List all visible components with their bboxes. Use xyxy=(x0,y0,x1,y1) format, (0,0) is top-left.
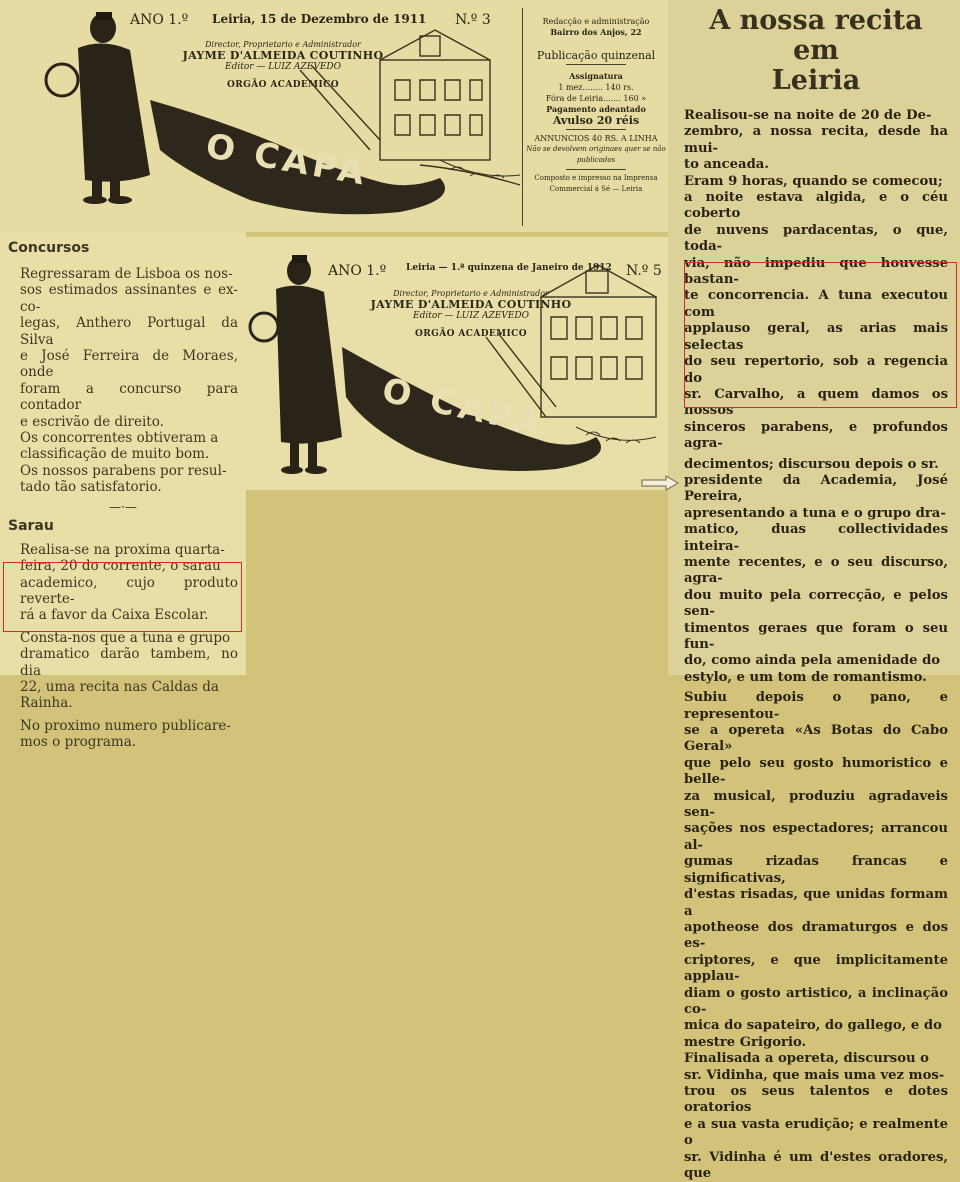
highlighted-line: matico, duas collectividades inteira- xyxy=(684,522,948,554)
article-title-line-1: A nossa recita em xyxy=(709,5,923,66)
issue-date: Leiria, 15 de Dezembro de 1911 xyxy=(212,12,427,26)
sarau-heading: Sarau xyxy=(8,517,54,534)
single-issue-price: Avulso 20 réis xyxy=(552,114,640,127)
director-title: Director, Proprietario e Administrador xyxy=(205,40,361,49)
arrow-right-icon xyxy=(640,475,680,491)
payment-note: Pagamento adeantado xyxy=(546,104,646,114)
masthead-issue-5 xyxy=(246,237,668,490)
text-line: applauso geral, as arias mais selectas xyxy=(684,321,948,353)
building-drawing-2 xyxy=(486,265,656,417)
text-line: Realisa-se na proxima quarta- xyxy=(20,541,225,558)
text-line: que pelo seu gosto humoristico e belle- xyxy=(684,755,948,788)
text-line: do seu repertorio, sob a regencia do xyxy=(684,354,948,386)
text-line: gumas rizadas francas e significativas, xyxy=(684,854,948,886)
redaccao: Redacção e administração xyxy=(542,17,650,26)
text-line: criptores, e que implicitamente applau- xyxy=(684,952,948,985)
highlighted-line: mente recentes, e o seu discurso, agra- xyxy=(684,554,948,587)
text-line: feira, 20 do corrente, o sarau xyxy=(20,558,221,575)
text-line: mestre Grigorio. xyxy=(684,1034,807,1050)
highlight-box-left xyxy=(3,562,242,632)
highlighted-passage-left xyxy=(8,630,238,712)
text-line: e a sua vasta erudição; e realmente o xyxy=(684,1116,948,1149)
text-line: sinceros parabens, e profundos agra- xyxy=(684,419,948,452)
director-name-2: JAYME D'ALMEIDA COUTINHO xyxy=(370,298,572,311)
text-line: to anceada. xyxy=(684,157,769,173)
text-line: mos o programa. xyxy=(20,734,137,751)
highlighted-line: timentos geraes que foram o seu fun- xyxy=(684,620,948,652)
director-name: JAYME D'ALMEIDA COUTINHO xyxy=(182,49,384,62)
text-line: e escrivão de direito. xyxy=(20,413,164,430)
highlight-box-right xyxy=(684,262,957,408)
text-line: Eram 9 horas, quando se comecou; xyxy=(684,173,943,189)
text-line: te concorrencia. A tuna executou com xyxy=(684,288,948,320)
publication-frequency: Publicação quinzenal xyxy=(536,49,656,62)
text-line: a noite estava algida, e o céu coberto xyxy=(684,190,948,222)
text-line: tado tão satisfatorio. xyxy=(20,479,162,496)
text-line: zembro, a nossa recita, desde ha mui- xyxy=(684,124,948,156)
price-line-1: 1 mez........ 140 rs. xyxy=(558,83,634,92)
concursos-heading: Concursos xyxy=(8,240,90,256)
text-line: Os concorrentes obtiveram a xyxy=(20,430,219,447)
editor-name: Editor — LUIZ AZEVEDO xyxy=(225,62,341,72)
highlighted-passage xyxy=(684,457,948,687)
masthead-illustration-2 xyxy=(246,237,668,490)
no-return-note: Não se devolvem originaes quer se não publicados xyxy=(526,145,666,164)
masthead-credits xyxy=(178,40,388,90)
text-line: No proximo numero publicare- xyxy=(20,717,231,734)
student-figure-2 xyxy=(250,255,342,474)
text-line: se a opereta «As Botas do Cabo Geral» xyxy=(684,723,948,755)
issue-year: ANO 1.º xyxy=(130,12,189,28)
orgao-label-2: ORGÃO ACADEMICO xyxy=(415,329,527,339)
highlighted-line: estylo, e um tom de romantismo. xyxy=(684,669,927,685)
text-line: e José Ferreira de Moraes, onde xyxy=(20,348,238,381)
text-line: apotheose dos dramaturgos e dos es- xyxy=(684,919,948,952)
text-line: diam o gosto artistico, a inclinação co- xyxy=(684,985,948,1017)
issue-number: N.º 3 xyxy=(455,12,491,28)
student-figure xyxy=(46,12,150,204)
closing-note xyxy=(8,718,238,751)
text-line: Finalisada a opereta, discursou o xyxy=(684,1051,929,1067)
text-line: de nuvens pardacentas, o que, toda- xyxy=(684,222,948,255)
text-line: via, não impediu que houvesse bastan- xyxy=(684,255,948,288)
text-line: sr. Vidinha, que mais uma vez mos- xyxy=(684,1067,945,1083)
ads-price: ANNUNCIOS 40 RS. A LINHA xyxy=(534,134,658,143)
highlighted-line: dou muito pela correcção, e pelos sen- xyxy=(684,587,948,620)
issue-year-2: ANO 1.º xyxy=(328,263,387,279)
section-divider: —·— xyxy=(109,499,137,514)
masthead-issue-3 xyxy=(0,0,668,232)
text-line: sr. Carvalho, a quem damos os nossos xyxy=(684,386,948,419)
text-line: za musical, produziu agradaveis sen- xyxy=(684,788,948,821)
highlighted-line: apresentando a tuna e o grupo dra- xyxy=(684,505,946,521)
text-line: sr. Vidinha é um d'estes oradores, que xyxy=(684,1149,948,1181)
text-line: Subiu depois o pano, e representou- xyxy=(684,690,948,722)
text-line: foram a concurso para contador xyxy=(20,380,238,414)
banner-title: O CAPA xyxy=(202,126,372,194)
text-line: legas, Anthero Portugal da Silva xyxy=(20,315,238,348)
text-line: mica do sapateiro, do gallego, e do xyxy=(684,1018,942,1034)
highlighted-line: dramatico darão tambem, no dia xyxy=(20,646,238,679)
text-line: sações nos espectadores; arrancou al- xyxy=(684,821,948,853)
text-line: academico, cujo produto reverte- xyxy=(20,574,238,607)
masthead-side-info xyxy=(526,16,666,195)
highlighted-line: decimentos; discursou depois o sr. xyxy=(684,456,939,472)
text-line: rá a favor da Caixa Escolar. xyxy=(20,607,209,624)
article-recita-leiria xyxy=(668,0,960,1181)
printer-note: Composto e impresso na Imprensa Commercial á Sé — Leiria xyxy=(534,174,658,193)
highlighted-line: Consta-nos que a tuna e grupo xyxy=(20,629,231,646)
text-line: sos estimados assinantes e ex-co- xyxy=(20,282,238,315)
issue-number-2: N.º 5 xyxy=(626,263,662,279)
highlighted-line: 22, uma recita nas Caldas da xyxy=(20,678,219,695)
text-line: Os nossos parabens por resul- xyxy=(20,462,227,479)
masthead-divider xyxy=(522,8,523,226)
masthead-credits-2 xyxy=(366,289,576,339)
orgao-label: ORGÃO ACADEMICO xyxy=(227,80,339,90)
editor-name-2: Editor — LUIZ AZEVEDO xyxy=(413,311,529,321)
highlighted-line: do, como ainda pela amenidade do xyxy=(684,653,941,669)
clipping-concursos-sarau xyxy=(0,232,246,751)
director-title-2: Director, Proprietario e Administrador xyxy=(393,289,549,298)
text-line: classificação de muito bom. xyxy=(20,446,210,463)
highlighted-line: Rainha. xyxy=(20,695,73,712)
price-line-2: Fóra de Leiria....... 160 » xyxy=(545,94,647,103)
text-line: trou os seus talentos e dotes oratorios xyxy=(684,1083,948,1116)
article-title-line-2: Leiria xyxy=(771,65,861,96)
text-line: Realisou-se na noite de 20 de De- xyxy=(684,108,932,123)
foliage-2 xyxy=(576,427,656,443)
concursos-body xyxy=(8,266,238,496)
subscription-heading: Assignatura xyxy=(569,71,623,81)
highlighted-line: presidente da Academia, José Pereira, xyxy=(684,472,948,505)
address: Bairro dos Anjos, 22 xyxy=(550,27,642,37)
text-line: Regressaram de Lisboa os nos- xyxy=(20,266,233,282)
issue-date-2: Leiria — 1.ª quinzena de Janeiro de 1912 xyxy=(406,263,612,273)
text-line: d'estas risadas, que unidas formam a xyxy=(684,887,948,919)
banner-title-2: O CAPA xyxy=(378,370,548,444)
